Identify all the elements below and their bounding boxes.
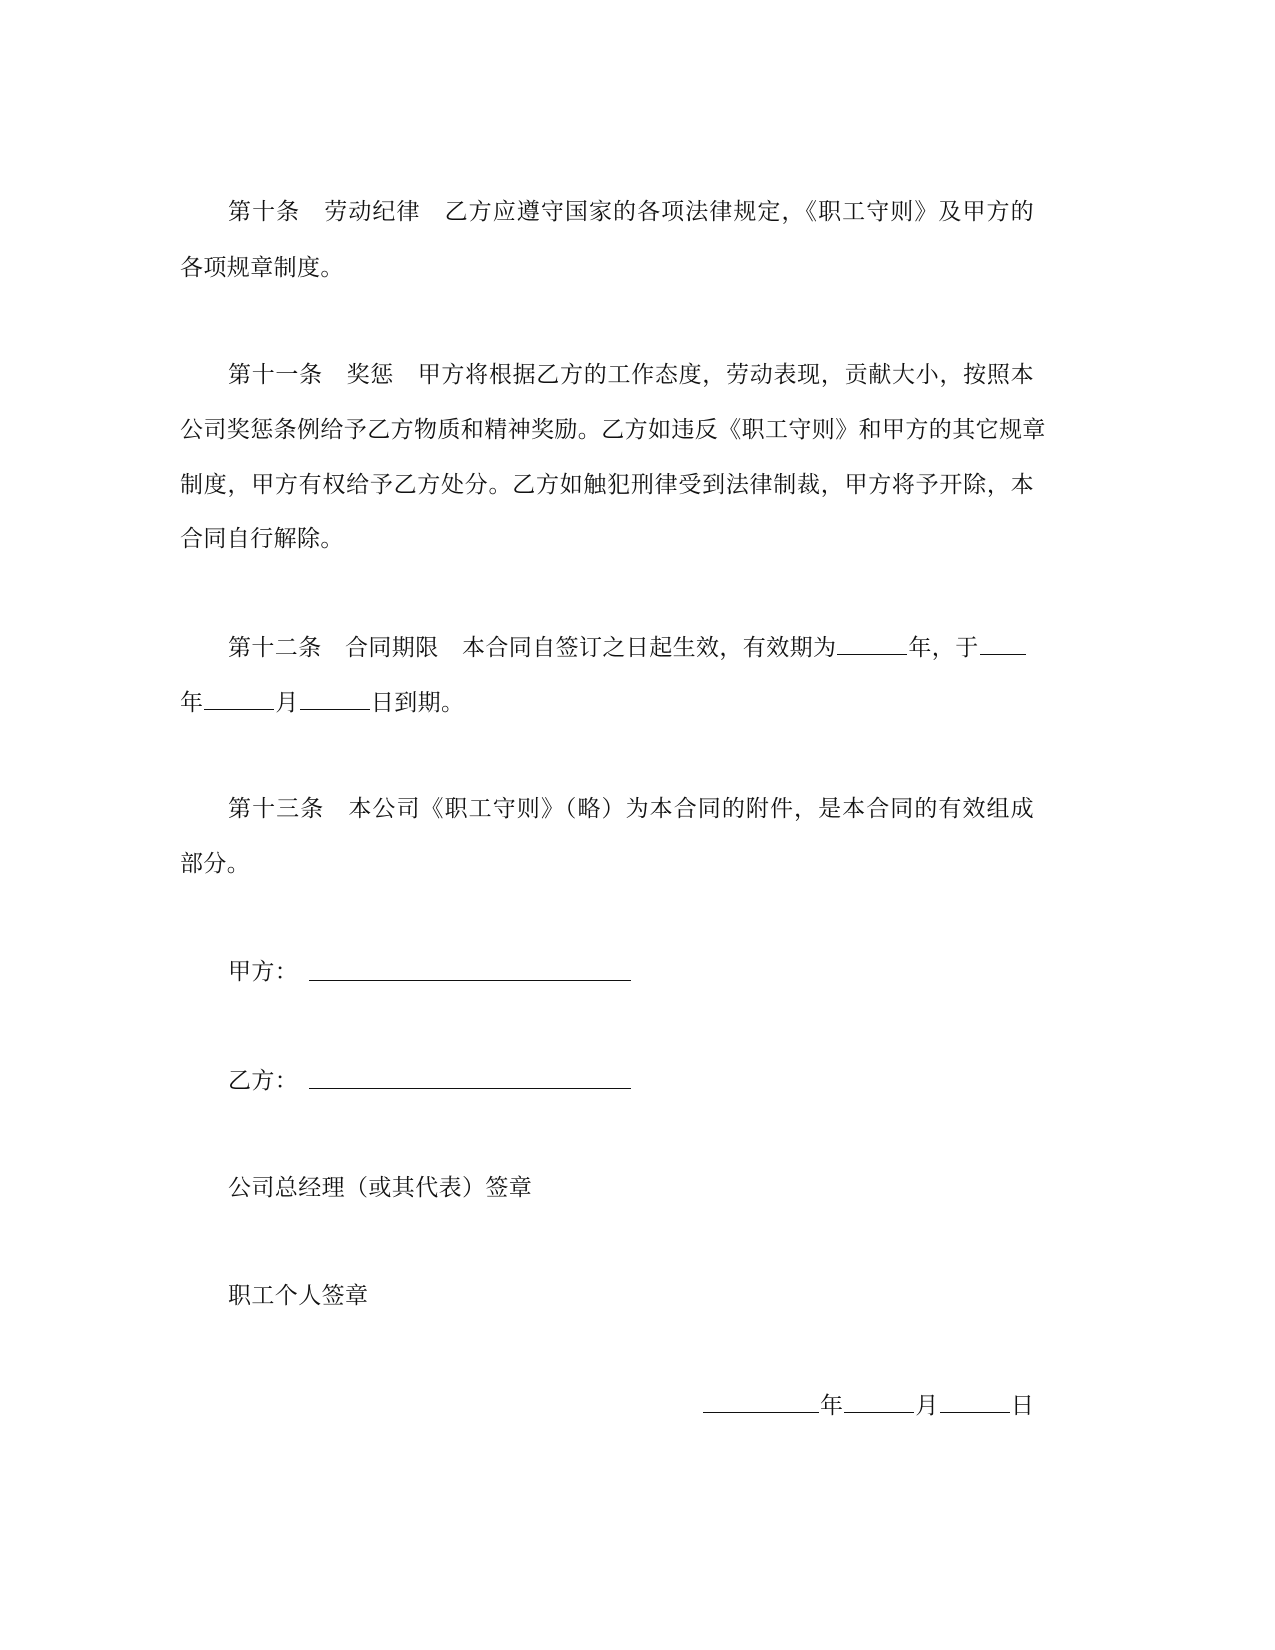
employee-signature-label: 职工个人签章 (228, 1283, 369, 1309)
signing-day-blank[interactable] (940, 1390, 1010, 1413)
article-10-line-1: 第十条 劳动纪律 乙方应遵守国家的各项法律规定，《职工守则》及甲方的 (228, 199, 1034, 225)
expiry-month-blank[interactable] (300, 687, 370, 710)
expiry-year-blank[interactable] (204, 687, 274, 710)
article-13-line-1: 第十三条 本公司《职工守则》（略）为本合同的附件，是本合同的有效组成 (228, 796, 1034, 822)
article-11-line-3: 制度，甲方有权给予乙方处分。乙方如触犯刑律受到法律制裁，甲方将予开除，本 (180, 472, 1034, 498)
expiry-month-label: 月 (275, 690, 299, 716)
article-12-line-1 (228, 632, 1027, 663)
party-a-label: 甲方： (228, 959, 299, 985)
article-11-line-2: 公司奖惩条例给予乙方物质和精神奖励。乙方如违反《职工守则》和甲方的其它规章 (180, 417, 1046, 443)
article-11-line-1: 第十一条 奖惩 甲方将根据乙方的工作态度，劳动表现，贡献大小，按照本 (228, 362, 1034, 388)
manager-signature-label: 公司总经理（或其代表）签章 (228, 1175, 533, 1201)
article-10-line-2: 各项规章制度。 (180, 255, 344, 281)
term-years-blank[interactable] (837, 632, 907, 655)
expiry-day-label: 日到期。 (370, 690, 465, 716)
signing-date-line (702, 1390, 1034, 1421)
article-11-line-4: 合同自行解除。 (180, 526, 344, 552)
signing-year-label: 年 (820, 1393, 844, 1419)
article-13-line-2: 部分。 (180, 851, 251, 877)
party-a-signature-line[interactable] (309, 980, 631, 981)
party-b-signature-line[interactable] (309, 1088, 631, 1089)
signing-month-label: 月 (915, 1393, 939, 1419)
article-12-term-text: 第十二条 合同期限 本合同自签订之日起生效，有效期为 (228, 635, 837, 661)
article-12-year-suffix: 年，于 (908, 635, 979, 661)
signing-year-blank[interactable] (703, 1390, 819, 1413)
article-12-line-2 (180, 687, 464, 718)
signing-day-label: 日 (1010, 1393, 1035, 1419)
expiry-year-label: 年 (180, 690, 204, 716)
party-b-label: 乙方： (228, 1068, 299, 1094)
signing-month-blank[interactable] (844, 1390, 914, 1413)
expiry-year-blank-start[interactable] (980, 632, 1026, 655)
